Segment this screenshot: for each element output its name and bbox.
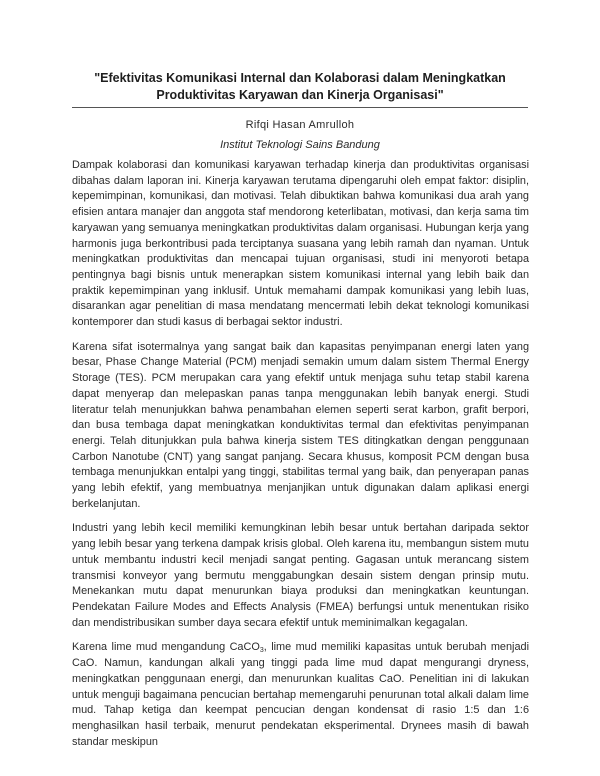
author-affiliation: Institut Teknologi Sains Bandung <box>220 139 380 151</box>
paper-title: "Efektivitas Komunikasi Internal dan Kolaborasi dalam Meningkatkan Produktivitas Karyawan dan Kinerja Organisasi" <box>94 71 506 102</box>
paragraph-3: Industri yang lebih kecil memiliki kemungkinan lebih besar untuk bertahan daripada sektor yang lebih besar yang terkena dampak krisis global. Oleh karena itu, membangun sistem mutu untuk membantu industri kecil menjadi sangat penting. Gagasan untuk merancang sistem transmisi konveyor yang bermutu menggabungkan desain sistem dengan prinsip mutu. Menekankan mutu dapat menurunkan biaya produksi dan meningkatkan keuntungan. Pendekatan Failure Modes and Effects Analysis (FMEA) berfungsi untuk menentukan risiko dan mendistribusikan sumber daya secara efektif untuk meminimalkan kegagalan. <box>72 522 529 629</box>
paragraph-2: Karena sifat isotermalnya yang sangat baik dan kapasitas penyimpanan energi laten yang besar, Phase Change Material (PCM) menjadi semakin umum dalam sistem Thermal Energy Storage (TES). PCM merupakan cara yang efektif untuk menjaga suhu tetap stabil karena dapat menyerap dan melepaskan panas tanpa menggunakan lebih banyak energi. Studi literatur telah menunjukkan bahwa penambahan elemen seperti serat karbon, grafit berpori, dan busa tembaga dapat meningkatkan konduktivitas termal dan efektivitas penyimpanan energi. Telah ditunjukkan pula bahwa kinerja sistem TES ditingkatkan dengan penggunaan Carbon Nanotube (CNT) yang sangat panjang. Secara khusus, komposit PCM dengan busa tembaga menunjukkan entalpi yang tinggi, stabilitas termal yang baik, dan penyerapan panas yang lebih efektif, yang membuatnya menjanjikan untuk digunakan dalam aplikasi energi berkelanjutan. <box>72 340 529 510</box>
title-divider <box>72 107 528 108</box>
subscript-3: 3 <box>259 647 264 655</box>
paragraph-4-text-end: , lime mud memiliki kapasitas untuk berubah menjadi CaO. Namun, kandungan alkali yang tinggi pada lime mud dapat mengurangi dryness, meningkatkan penggunaan energi, dan menurunkan kualitas CaO. Penelitian ini di lakukan untuk menguji bagaimana pencucian bertahap memengaruhi penurunan total alkali dalam lime mud. Tahap ketiga dan keempat pencucian dengan kondensat di rasio 1:5 dan 1:6 menghasilkan hasil terbaik, menurut pendekatan eksperimental. Drynees masih di bawah standar meskipun <box>72 641 529 748</box>
paragraph-4 <box>72 640 529 750</box>
body-text <box>72 158 529 759</box>
paragraph-4-text-start: Karena lime mud mengandung CaCO <box>72 641 260 654</box>
author-name: Rifqi Hasan Amrulloh <box>245 119 355 131</box>
paragraph-1: Dampak kolaborasi dan komunikasi karyawan terhadap kinerja dan produktivitas organisasi dibahas dalam laporan ini. Kinerja karyawan terutama dipengaruhi oleh empat faktor: disiplin, kepemimpinan, komunikasi, dan motivasi. Telah dibuktikan bahwa komunikasi dua arah yang efisien antara manajer dan anggota staf mendorong keterlibatan, motivasi, dan kerja sama tim karyawan yang semuanya meningkatkan produktivitas dalam organisasi. Hubungan kerja yang harmonis juga berkontribusi pada terciptanya suasana yang lebih ramah dan nyaman. Untuk meningkatkan produktivitas dan mencapai tujuan organisasi, studi ini menyoroti betapa pentingnya bagi bisnis untuk menerapkan sistem komunikasi internal yang lebih baik dan praktik kepemimpinan yang inklusif. Untuk memahami dampak komunikasi yang lebih luas, disarankan agar penelitian di masa mendatang mencermati lebih dekat teknologi komunikasi kontemporer dan studi kasus di berbagai sektor industri. <box>72 159 529 329</box>
